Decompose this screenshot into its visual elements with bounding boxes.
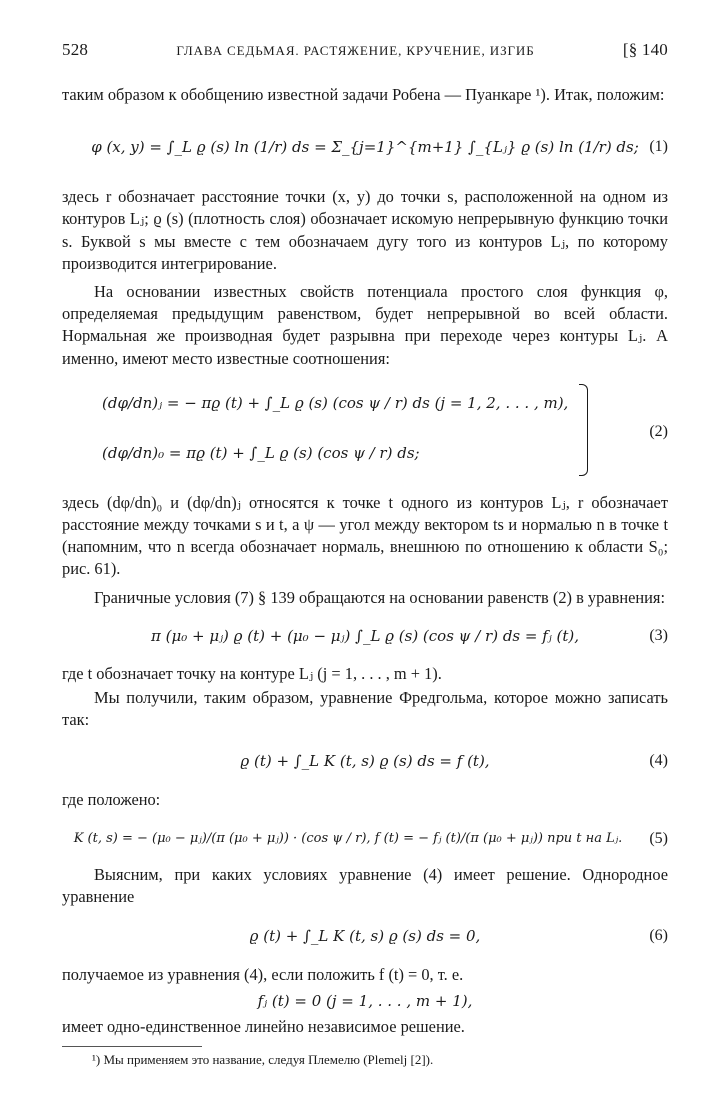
paragraph-8: где положено: xyxy=(62,790,161,810)
equation-7 xyxy=(62,988,668,1014)
equation-1-body: φ (x, y) = ∫_L ϱ (s) ln (1/r) ds = Σ_{j=1}^{m+1} ∫_{Lⱼ} ϱ (s) ln (1/r) ds; xyxy=(91,138,639,157)
equation-4-body: ϱ (t) + ∫_L K (t, s) ϱ (s) ds = f (t), xyxy=(240,752,490,771)
footnote-rule xyxy=(62,1046,202,1047)
page-number: 528 xyxy=(62,40,89,59)
equation-2-number: (2) xyxy=(649,422,668,440)
equation-5 xyxy=(62,816,668,862)
equation-4 xyxy=(62,735,668,787)
equation-2b-body: (dφ/dn)₀ = πϱ (t) + ∫_L ϱ (s) (cos ψ / r) ds; xyxy=(102,443,420,462)
equation-2a-body: (dφ/dn)ⱼ = − πϱ (t) + ∫_L ϱ (s) (cos ψ / r) ds (j = 1, 2, . . . , m), xyxy=(102,393,569,412)
equation-6-number: (6) xyxy=(649,927,668,945)
equation-1 xyxy=(62,110,668,184)
paragraph-7: Мы получили, таким образом, уравнение Фредгольма, которое можно записать так: xyxy=(62,688,668,730)
equation-6-body: ϱ (t) + ∫_L K (t, s) ϱ (s) ds = 0, xyxy=(249,927,481,946)
paragraph-9: Выясним, при каких условиях уравнение (4) имеет решение. Однородное уравнение xyxy=(62,864,668,906)
curly-brace xyxy=(579,384,588,476)
footnote: ¹) Мы применяем это название, следуя Племелю (Plemelj [2]). xyxy=(92,1052,434,1068)
paragraph-4: здесь (dφ/dn)₀ и (dφ/dn)ⱼ относятся к точке t одного из контуров Lⱼ, r обозначает расстояние между точками s и t, а ψ — угол между вектором ts и нормалью n в точке t (напомним, что n всегда обозначает нормаль, внешнюю по отношению к области S₀; рис. 61). xyxy=(62,492,668,579)
equation-1-number: (1) xyxy=(649,138,668,156)
equation-6 xyxy=(62,910,668,962)
paragraph-10: получаемое из уравнения (4), если положить f (t) = 0, т. е. xyxy=(62,965,464,985)
equation-2 xyxy=(62,378,668,486)
equation-3-number: (3) xyxy=(649,626,668,644)
paragraph-2: здесь r обозначает расстояние точки (x, y) до точки s, расположенной на одном из контуров Lⱼ; ϱ (s) (плотность слоя) обозначает искомую непрерывную функцию точки s. Буквой s мы вместе с тем обозначаем дугу того из контуров Lⱼ, по которому производится интегрирование. xyxy=(62,187,668,273)
page xyxy=(62,40,668,1068)
paragraph-1: таким образом к обобщению известной задачи Робена — Пуанкаре ¹). Итак, положим: xyxy=(62,85,665,104)
equation-5-body: K (t, s) = − (μ₀ − μⱼ)/(π (μ₀ + μⱼ)) · (cos ψ / r), f (t) = − fⱼ (t)/(π (μ₀ + μⱼ)) при t на Lⱼ. xyxy=(73,830,623,846)
equation-3-body: π (μ₀ + μⱼ) ϱ (t) + (μ₀ − μⱼ) ∫_L ϱ (s) (cos ψ / r) ds = fⱼ (t), xyxy=(150,626,580,645)
paragraph-3: На основании известных свойств потенциала простого слоя функция φ, определяемая предыдущим равенством, будет непрерывной во всей области. Нормальная же производная будет разрывна при переходе через контуры Lⱼ. А именно, имеют место известные соотношения: xyxy=(62,282,668,368)
equation-5-number: (5) xyxy=(649,829,668,847)
paragraph-6: где t обозначает точку на контуре Lⱼ (j = 1, . . . , m + 1). xyxy=(62,663,442,683)
running-header xyxy=(62,40,668,74)
equation-3 xyxy=(62,611,668,661)
section-number: [§ 140 xyxy=(622,40,668,59)
equation-4-number: (4) xyxy=(649,752,668,770)
chapter-title: ГЛАВА СЕДЬМАЯ. РАСТЯЖЕНИЕ, КРУЧЕНИЕ, ИЗГИБ xyxy=(176,43,535,58)
paragraph-5: Граничные условия (7) § 139 обращаются на основании равенств (2) в уравнения: xyxy=(94,587,666,607)
equation-7-body: fⱼ (t) = 0 (j = 1, . . . , m + 1), xyxy=(257,992,473,1011)
paragraph-11: имеет одно-единственное линейно независимое решение. xyxy=(62,1017,465,1037)
